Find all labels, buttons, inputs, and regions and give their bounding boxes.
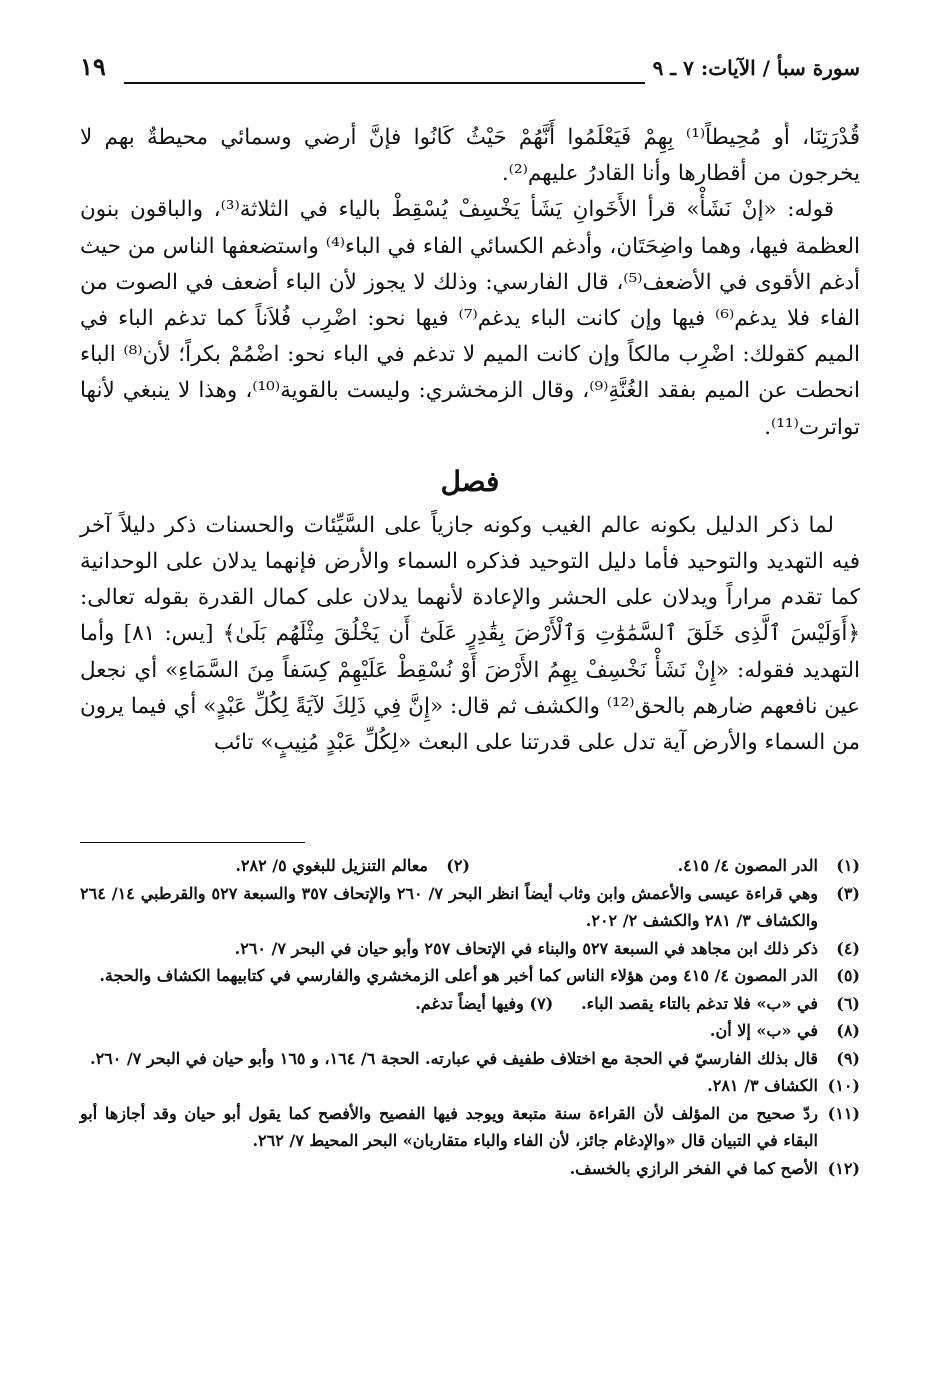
footnote-number: (٨) [836,1021,860,1040]
running-header [80,52,860,92]
footnote-text: الأصح كما في الفخر الرازي بالخسف. [569,1158,818,1178]
footnote-2 [80,852,470,880]
footnote-1 [470,852,860,880]
footnote-12 [80,1155,860,1183]
footnote-text: ردّ صحيح من المؤلف لأن القراءة سنة متبعة ويوجد فيها الفصيح والأفصح كما يقول أبو حيان وقد أجازها أبو البقاء في التبيان قال «والإدغام جائز، لأن الفاء والباء متقاربان» البحر المحيط ٧/ ٢٦٢. [80,1103,818,1150]
surah-verses-title: سورة سبأ / الآيات: ٧ ـ ٩ [652,56,860,80]
footnote-text: ذكر ذلك ابن مجاهد في السبعة ٥٢٧ والبناء في الإتحاف ٢٥٧ وأبو حيان في البحر ٧/ ٢٦٠. [234,938,818,958]
footnote-text: وفيها أيضاً تدغم. [415,993,524,1013]
footnote-text: وهي قراءة عيسى والأعمش وابن وثاب أيضاً انظر البحر ٧/ ٢٦٠ والإتحاف ٣٥٧ والسبعة ٥٢٧ والقرطبي ١٤/ ٢٦٤ والكشاف ٣/ ٢٨١ والكشف ٢/ ٢٠٢. [80,883,818,930]
footnote-row [80,852,860,880]
footnote-5 [80,962,860,990]
footnote-text: معالم التنزيل للبغوي ٥/ ٢٨٢. [235,856,428,875]
footnote-number: (٩) [836,1048,860,1068]
footnote-3 [80,880,860,935]
main-text [80,120,860,761]
footnote-text: الكشاف ٣/ ٢٨١. [707,1076,818,1095]
section-heading: فصل [440,464,500,498]
footnote-8 [80,1017,860,1045]
footnote-6-7 [80,990,860,1018]
footnote-number: (٦) [836,993,860,1013]
header-rule [124,82,645,84]
footnote-text: قال بذلك الفارسيّ في الحجة مع اختلاف طفيف في عبارته. الحجة ٦/ ١٦٤، و ١٦٥ وأبو حيان في البحر ٧/ ٢٦٠. [89,1048,818,1068]
book-page [80,40,860,1350]
footnotes [80,852,860,1182]
footnote-11 [80,1100,860,1155]
footnote-number: (٣) [836,883,860,903]
footnote-text: في «ب» إلا أن. [709,1021,818,1040]
paragraph-continuation: قُدْرَتِنَا، أو مُحِيطاً⁽¹⁾ بِهِمْ فَيَعْلَمُوا أَنَّهُمْ حَيْثُ كَانُوا فإنَّ أرضي وسمائي محيطةٌ بهم لا يخرجون من أقطارها وأنا القادرُ عليهم⁽²⁾. [80,125,860,187]
footnote-number: (١٢) [827,1158,860,1178]
footnote-separator [80,842,305,843]
footnote-number: (٢) [446,856,470,875]
page-number: ١٩ [80,52,106,81]
footnote-10 [80,1072,860,1100]
footnote-text: الدر المصون ٤/ ٤١٥ ومن هؤلاء الناس كما أخبر هو أعلى الزمخشري والفارسي في كتابيهما الكشاف والحجة. [99,966,818,985]
footnote-9 [80,1045,860,1073]
paragraph-reading-variants: قوله: «إنْ نَشَأْ» قرأ الأَخَوانِ يَشَأ يَخْسِفْ يُسْقِطْ بالياء في الثلاثة⁽³⁾، والباقون بنون العظمة فيها، وهما واضِحَتَان، وأدغم الكسائي الفاء في الباء⁽⁴⁾ واستضعفها الناس من حيث أدغم الأقوى في الأضعف⁽⁵⁾، قال الفارسي: وذلك لا يجوز لأن الباء أضعف في الصوت من الفاء فلا يدغم⁽⁶⁾ فيها وإن كانت الباء يدغم⁽⁷⁾ فيها نحو: اضْرِب فُلاَناً كما تدغم الباء في الميم كقولك: اضْرِب مالكاً وإن كانت الميم لا تدغم في الباء نحو: اضْمُمْ بكراً؛ لأن⁽⁸⁾ الباء انحطت عن الميم بفقد الغُنَّةِ⁽⁹⁾، وقال الزمخشري: وليست بالقوية⁽¹⁰⁾، وهذا لا ينبغي لأنها تواترت⁽¹¹⁾. [80,197,861,440]
footnote-4 [80,935,860,963]
footnote-text: في «ب» فلا تدغم بالتاء يقصد الباء. [581,993,818,1013]
footnote-number: (١) [836,856,860,875]
footnote-number: (٧) [529,993,554,1013]
footnote-number: (١٠) [827,1076,860,1095]
footnote-number: (٤) [836,938,860,958]
paragraph-section-body: لما ذكر الدليل بكونه عالم الغيب وكونه جازياً على السَّيِّئات والحسنات ذكر دليلاً آخر فيه التهديد والتوحيد فأما دليل التوحيد فذكره السماء والأرض فإنهما يدلان على الوحدانية كما تقدم مراراً ويدلان على الحشر والإعادة لأنهما يدلان على كمال القدرة بقوله تعالى: ﴿أَوَلَيْسَ ٱلَّذِى خَلَقَ ٱلسَّمَٰوَٰتِ وَٱلْأَرْضَ بِقَٰدِرٍ عَلَىٰٓ أَن يَخْلُقَ مِثْلَهُم بَلَىٰ﴾ [يس: ٨١] وأما التهديد فقوله: «إِنْ نَشَأْ نَخْسِفْ بِهِمُ الأَرْضَ أَوْ نُسْقِطْ عَلَيْهِمْ كِسَفاً مِنَ السَّمَاءِ» أي نجعل عين نافعهم ضارهم بالحق⁽¹²⁾ والكشف ثم قال: «إِنَّ فِي ذَلِكَ لآيَةً لِكُلِّ عَبْدٍ» أي فيما يرون من السماء والأرض آية تدل على قدرتنا على البعث «لِكُلِّ عَبْدٍ مُنِيبٍ» تائب [80,512,860,756]
footnote-number: (٥) [836,966,860,985]
footnote-number: (١١) [827,1103,860,1123]
footnote-text: الدر المصون ٤/ ٤١٥. [677,856,818,875]
